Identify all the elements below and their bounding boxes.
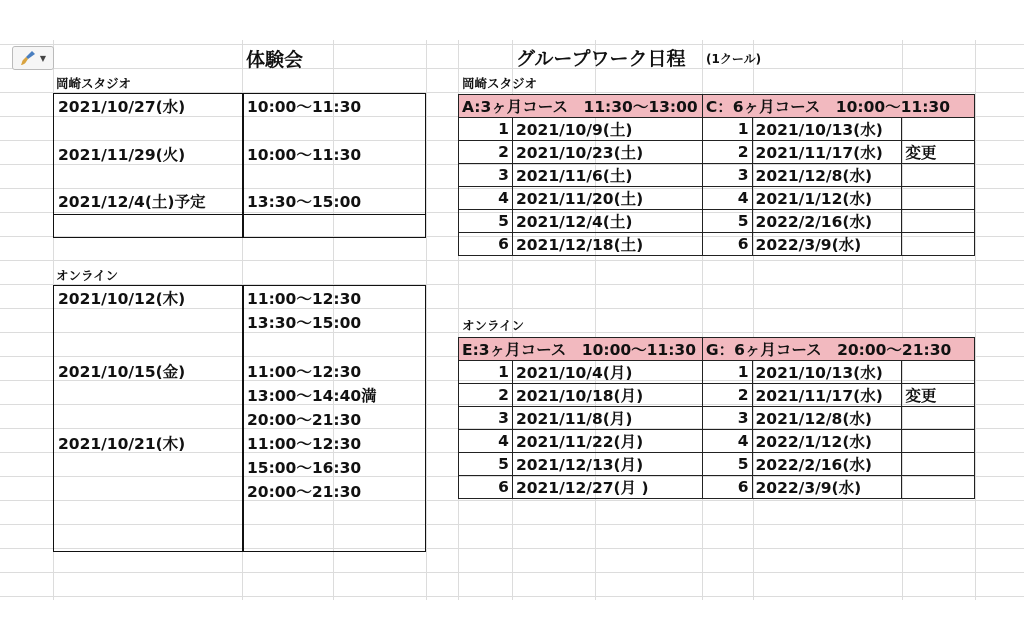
note-cell <box>902 430 975 453</box>
taiken-online-time: 11:00～12:30 <box>247 435 362 453</box>
note-cell <box>902 164 975 187</box>
session-number: 5 <box>459 210 513 233</box>
chevron-down-icon[interactable]: ▼ <box>39 53 47 63</box>
taiken-okazaki-date: 2021/11/29(火) <box>58 146 186 164</box>
taiken-okazaki-label: 岡崎スタジオ <box>56 76 132 91</box>
taiken-online-date: 2021/10/15(金) <box>58 363 186 381</box>
table-row <box>459 187 975 210</box>
session-number: 6 <box>702 476 752 499</box>
taiken-title: 体験会 <box>246 49 304 71</box>
taiken-okazaki-date: 2021/12/4(土)予定 <box>58 193 206 211</box>
session-number: 2 <box>702 384 752 407</box>
session-date: 2022/2/16(水) <box>752 210 902 233</box>
session-number: 3 <box>702 164 752 187</box>
note-cell <box>902 476 975 499</box>
gridline <box>975 40 976 600</box>
session-number: 6 <box>459 476 513 499</box>
taiken-online-box <box>53 285 426 552</box>
session-number: 3 <box>459 164 513 187</box>
session-number: 5 <box>702 210 752 233</box>
session-date: 2021/11/17(水) <box>752 141 902 164</box>
session-date: 2022/3/9(水) <box>752 476 902 499</box>
taiken-online-time: 20:00～21:30 <box>247 483 362 501</box>
taiken-online-time: 13:30～15:00 <box>247 314 362 332</box>
note-cell <box>902 407 975 430</box>
session-number: 4 <box>459 430 513 453</box>
session-date: 2021/10/9(土) <box>512 118 702 141</box>
group-okazaki-table <box>458 94 975 256</box>
session-number: 1 <box>459 361 513 384</box>
session-date: 2021/12/4(土) <box>512 210 702 233</box>
session-number: 1 <box>459 118 513 141</box>
session-number: 5 <box>459 453 513 476</box>
session-date: 2021/1/12(水) <box>752 187 902 210</box>
taiken-okazaki-divider <box>242 93 244 238</box>
note-cell <box>902 453 975 476</box>
session-date: 2021/11/6(土) <box>512 164 702 187</box>
session-date: 2021/12/8(水) <box>752 164 902 187</box>
session-date: 2021/10/4(月) <box>512 361 702 384</box>
session-date: 2022/3/9(水) <box>752 233 902 256</box>
session-date: 2021/12/8(水) <box>752 407 902 430</box>
taiken-online-time: 11:00～12:30 <box>247 363 362 381</box>
note-cell <box>902 210 975 233</box>
session-number: 5 <box>702 453 752 476</box>
taiken-okazaki-time: 10:00～11:30 <box>247 146 362 164</box>
session-date: 2021/11/20(土) <box>512 187 702 210</box>
table-row <box>459 210 975 233</box>
table-row <box>459 164 975 187</box>
note-cell: 変更 <box>902 384 975 407</box>
gridline <box>426 40 427 600</box>
taiken-online-label: オンライン <box>56 268 119 283</box>
table-row <box>459 118 975 141</box>
table-row <box>459 453 975 476</box>
course-header-right: C：6ヶ月コース 10:00～11:30 <box>702 95 974 118</box>
table-row <box>459 407 975 430</box>
session-number: 4 <box>459 187 513 210</box>
session-number: 2 <box>459 384 513 407</box>
group-online-table <box>458 337 975 499</box>
taiken-okazaki-date: 2021/10/27(水) <box>58 98 186 116</box>
course-header-left: A:3ヶ月コース 11:30～13:00 <box>459 95 703 118</box>
paintbrush-icon <box>20 50 36 66</box>
course-header-row <box>459 95 975 118</box>
session-date: 2021/11/22(月) <box>512 430 702 453</box>
taiken-online-time: 13:00～14:40満 <box>247 387 377 405</box>
taiken-okazaki-rule <box>53 214 426 215</box>
table-row <box>459 384 975 407</box>
course-header-right: G：6ヶ月コース 20:00～21:30 <box>702 338 974 361</box>
note-cell <box>902 233 975 256</box>
session-number: 3 <box>459 407 513 430</box>
session-number: 6 <box>702 233 752 256</box>
session-date: 2021/11/8(月) <box>512 407 702 430</box>
course-header-row <box>459 338 975 361</box>
session-number: 4 <box>702 187 752 210</box>
table-row <box>459 361 975 384</box>
session-number: 1 <box>702 118 752 141</box>
group-online-label: オンライン <box>462 318 525 333</box>
session-date: 2022/2/16(水) <box>752 453 902 476</box>
note-cell: 変更 <box>902 141 975 164</box>
format-painter-button[interactable] <box>12 46 54 70</box>
session-date: 2021/11/17(水) <box>752 384 902 407</box>
taiken-online-date: 2021/10/21(木) <box>58 435 186 453</box>
table-row <box>459 141 975 164</box>
table-row <box>459 476 975 499</box>
taiken-online-date: 2021/10/12(木) <box>58 290 186 308</box>
session-date: 2021/10/23(土) <box>512 141 702 164</box>
table-row <box>459 233 975 256</box>
session-date: 2021/12/13(月) <box>512 453 702 476</box>
group-title: グループワーク日程 <box>516 48 686 70</box>
session-date: 2021/12/27(月 ) <box>512 476 702 499</box>
taiken-online-divider <box>242 285 244 552</box>
session-number: 2 <box>459 141 513 164</box>
group-subtitle: (1クール) <box>706 52 762 66</box>
session-number: 2 <box>702 141 752 164</box>
session-date: 2021/10/13(水) <box>752 118 902 141</box>
note-cell <box>902 118 975 141</box>
session-date: 2021/12/18(土) <box>512 233 702 256</box>
session-number: 4 <box>702 430 752 453</box>
taiken-okazaki-time: 10:00～11:30 <box>247 98 362 116</box>
session-date: 2021/10/18(月) <box>512 384 702 407</box>
table-row <box>459 430 975 453</box>
session-date: 2021/10/13(水) <box>752 361 902 384</box>
course-header-left: E:3ヶ月コース 10:00～11:30 <box>459 338 703 361</box>
session-number: 3 <box>702 407 752 430</box>
session-number: 6 <box>459 233 513 256</box>
taiken-online-time: 15:00～16:30 <box>247 459 362 477</box>
taiken-online-time: 20:00～21:30 <box>247 411 362 429</box>
group-okazaki-label: 岡崎スタジオ <box>462 76 538 91</box>
taiken-online-time: 11:00～12:30 <box>247 290 362 308</box>
taiken-okazaki-time: 13:30～15:00 <box>247 193 362 211</box>
session-number: 1 <box>702 361 752 384</box>
note-cell <box>902 187 975 210</box>
session-date: 2022/1/12(水) <box>752 430 902 453</box>
note-cell <box>902 361 975 384</box>
